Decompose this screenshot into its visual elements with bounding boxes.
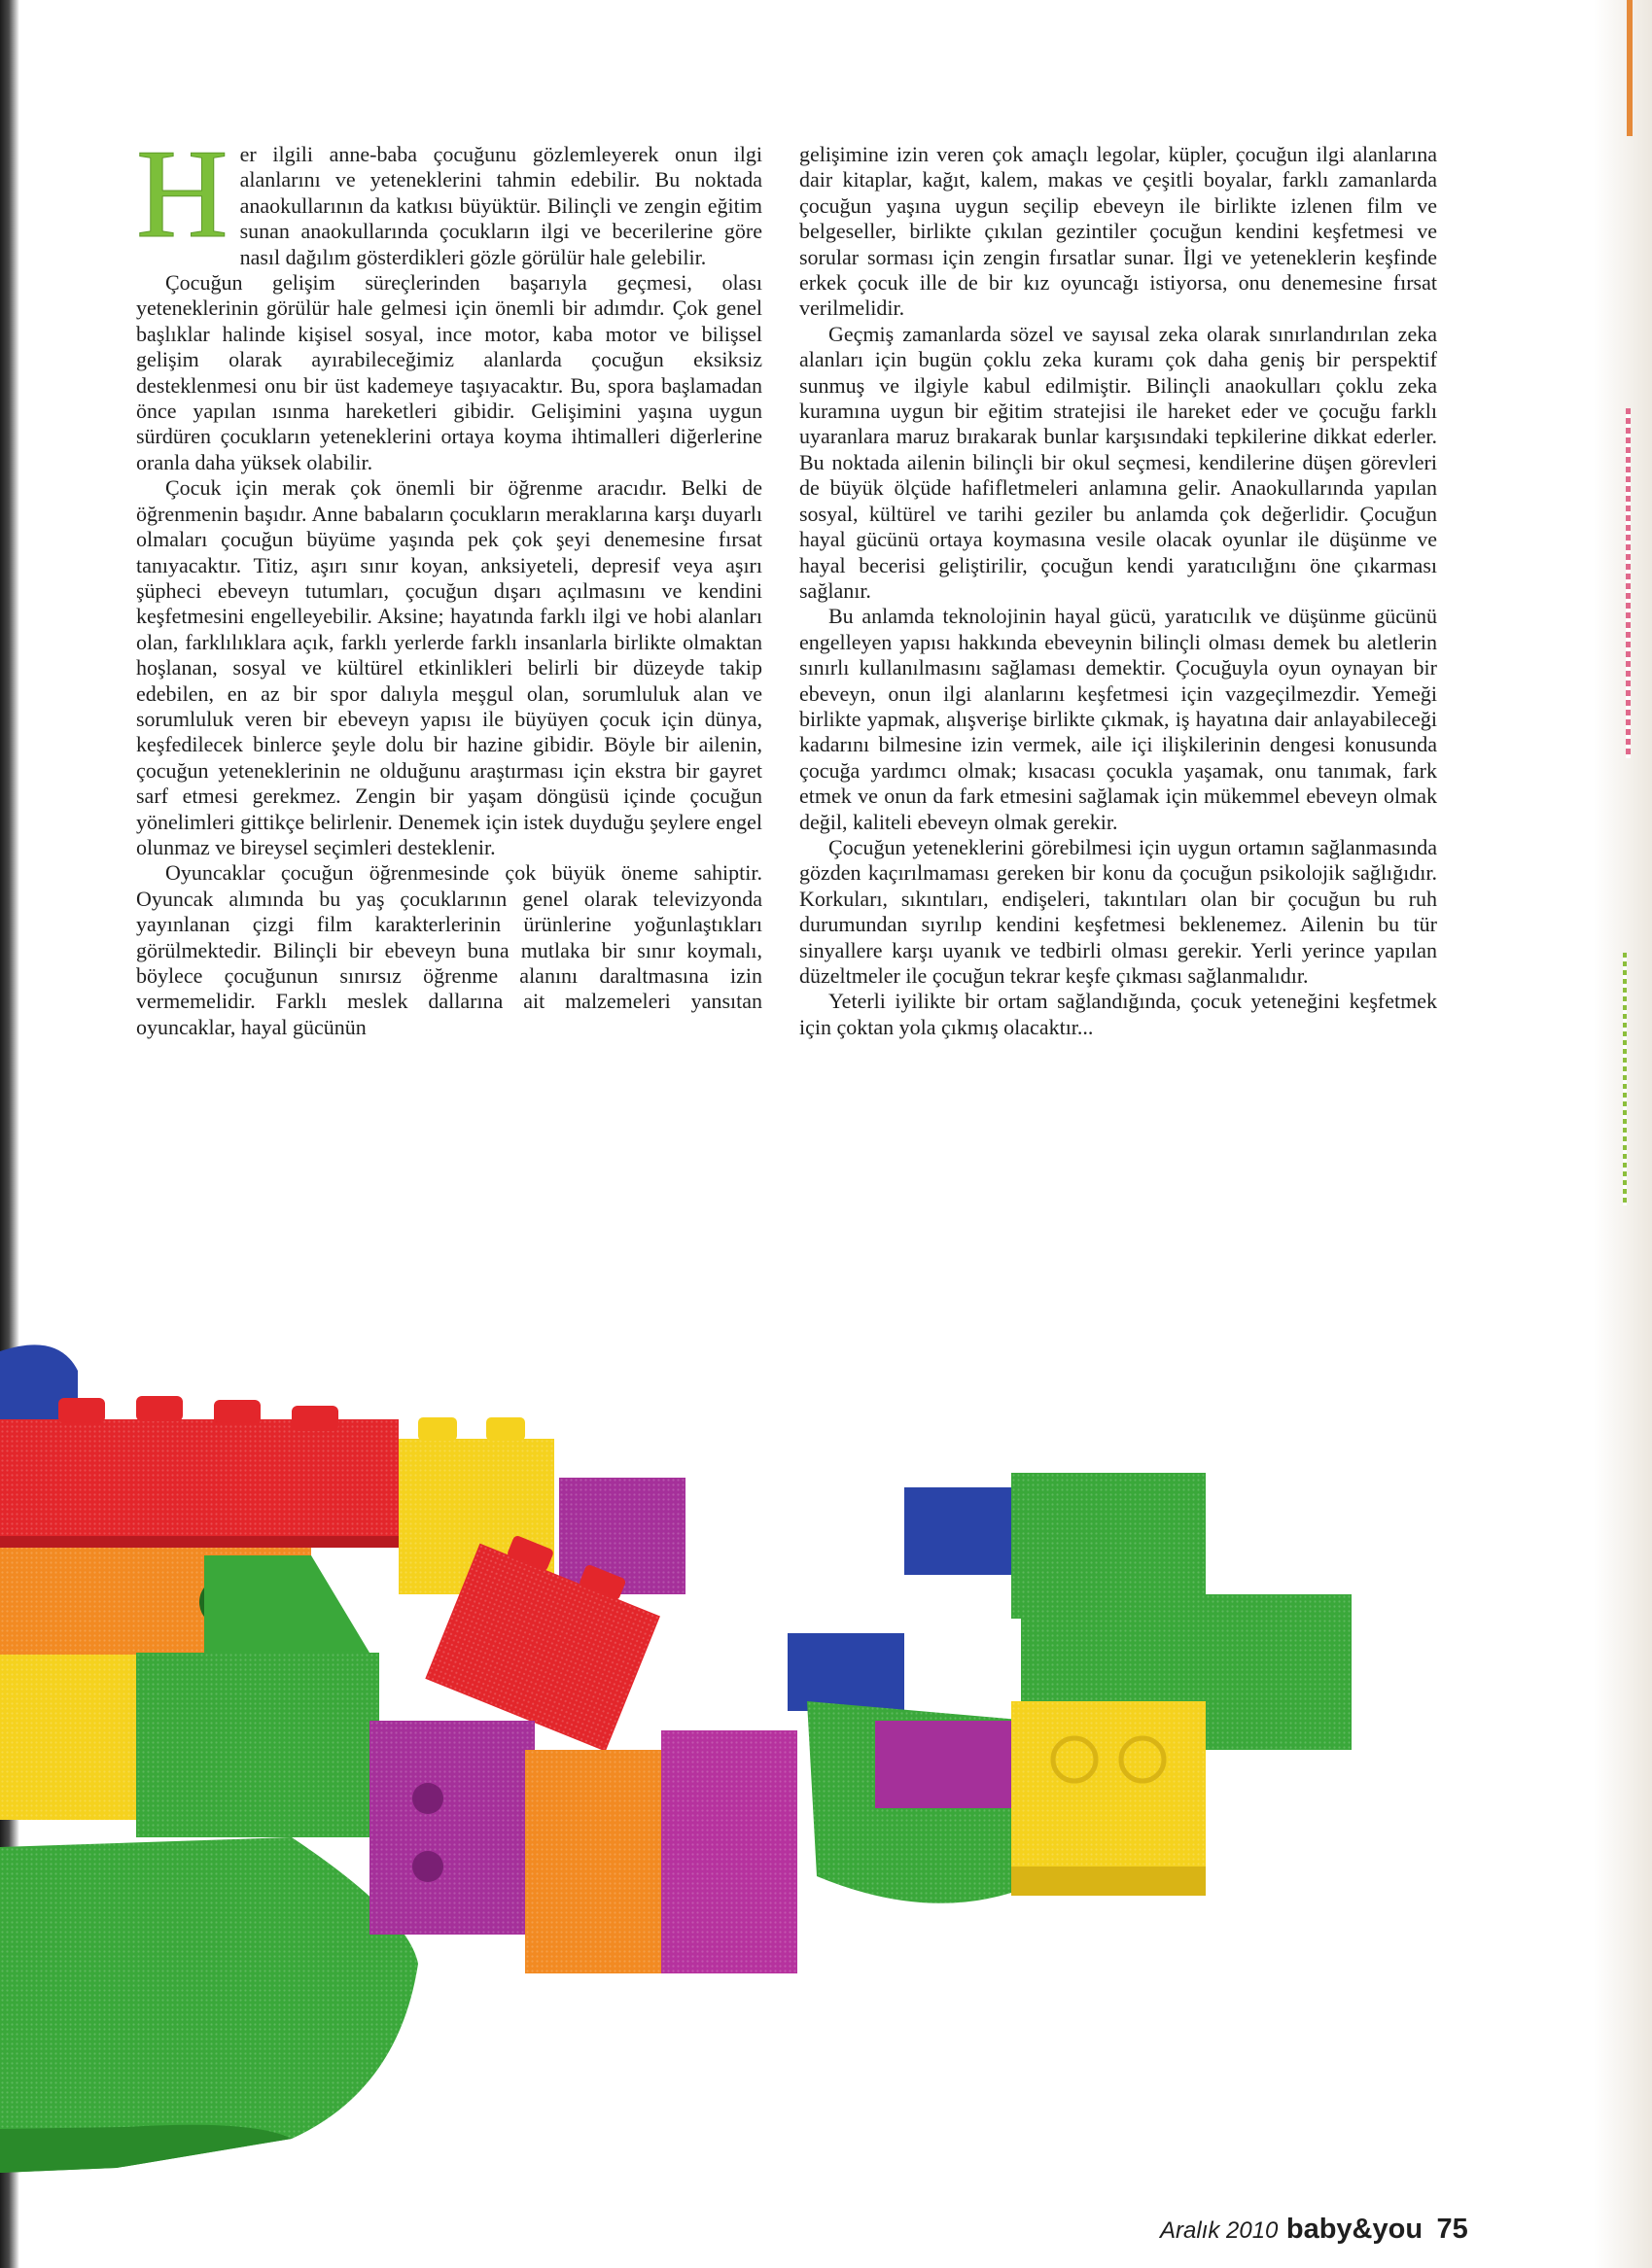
page-number: 75 (1436, 2214, 1468, 2245)
article-right-column (799, 142, 1437, 1040)
article-left-column (136, 123, 762, 1040)
lego-blocks-illustration (0, 1293, 1459, 2226)
purple-small-brick (875, 1721, 1011, 1808)
drop-cap: H (136, 123, 228, 264)
red-brick (0, 1396, 399, 1548)
article-paragraph: Yeterli iyilikte bir ortam sağlandığında, çocuk yeteneğini keşfetmek için çoktan yola çıkmış olacaktır... (799, 989, 1437, 1039)
green-base-plate (0, 1837, 418, 2173)
yellow-right-brick (1011, 1701, 1206, 1896)
orange-magenta-brick (525, 1730, 797, 1973)
article-paragraph: Her ilgili anne-baba çocuğunu gözlemleyerek onun ilgi alanlarını ve yeteneklerini tahmin edebilir. Bu noktada anaokullarının da katkısı büyüktür. Bilinçli ve zengin eğitim sunan anaokullarında çocukların ilgi ve becerilerine göre nasıl dağılım gösterdikleri gözle görülür hale gelebilir. (136, 123, 762, 269)
purple-tall-brick (369, 1721, 535, 1935)
article-paragraph: Oyuncaklar çocuğun öğrenmesinde çok büyük öneme sahiptir. Oyuncak alımında bu yaş çocuklarının genel olarak televizyonda yayınlanan çizgi film karakterlerinin ürünlerine yoğunlaştıkları görülmektedir. Bilinçli bir ebeveyn buna mutlaka bir sınır koymalı, böylece çocuğunun sınırsız öğrenme alanını daraltmasına izin vermemelidir. Farklı meslek dallarına ait malzemeleri yansıtan oyuncaklar, hayal gücünün (136, 860, 762, 1039)
blue-small-brick (788, 1487, 1011, 1711)
edge-color-strip (1627, 0, 1633, 136)
next-page-edge (1594, 0, 1652, 2268)
article-paragraph: Çocuğun yeteneklerini görebilmesi için uygun ortamın sağlanmasında gözden kaçırılmaması gereken bir konu da çocuğun psikolojik sağlığıdır. Korkuları, sıkıntıları, endişeleri, takıntıları olan bir çocuğun bu ruh durumundan sıyrılıp kendini keşfetmesi beklenemez. Ailenin bu tür sinyallere karşı uyanık ve tedbirli olması gerekir. Yerli yerince yapılan düzeltmeler ile çocuğun tekrar keşfe çıkması sağlanmalıdır. (799, 834, 1437, 988)
yellow-brick (0, 1655, 136, 1820)
article-paragraph: Bu anlamda teknolojinin hayal gücü, yaratıcılık ve düşünme gücünü engelleyen yapısı hakkında ebeveynin bilinçli olması demek bu aletlerin sınırlı kullanılmasını sağlaması demektir. Çocuğuyla oyun oynayan bir ebeveyn, onun ilgi alanlarını keşfetmesi için vazgeçilmezdir. Yemeği birlikte yapmak, alışverişe birlikte çıkmak, iş hayatına dair anlayabileceği kadarını bilmesine izin vermek, aile içi ilişkilerinin dengesi konusunda çocuğa yardımcı olmak; kısacası çocukla yaşamak, onu tanımak, fark etmek ve onun da fark etmesini sağlamak için mükemmel ebeveyn olmak değil, kaliteli ebeveyn olmak gerekir. (799, 604, 1437, 834)
article-paragraph: gelişimine izin veren çok amaçlı legolar, küpler, çocuğun ilgi alanlarına dair kitaplar, kağıt, kalem, makas ve çeşitli boyalar, farklı zamanlarda çocuğun yaşına uygun seçilip ebeveyn ile birlikte izlenen film ve belgeseller, birlikte çıkılan gezintiler çocuğun kendini keşfetmesi ve sorular sorması için zengin fırsatlar sunar. İlgi ve yeteneklerin keşfinde erkek çocuk ille de bir kız oyuncağı istiyorsa, onu denemesine fırsat verilmelidir. (799, 142, 1437, 321)
magazine-brand: baby&you (1285, 2214, 1424, 2245)
article-paragraph: Çocuk için merak çok önemli bir öğrenme aracıdır. Belki de öğrenmenin başıdır. Anne babaların çocukların meraklarına karşı duyarlı olmaları çocuğun büyüme yaşında pek çok şeyi denemesine fırsat tanıyacaktır. Titiz, aşırı sınır koyan, anksiyeteli, depresif veya aşırı şüpheci ebeveyn tutumları, çocuğun dışarı açılmasını ve kendini keşfetmesini engelleyebilir. Aksine; hayatında farklı ilgi ve hobi alanları olan, farklılıklara açık, farklı yerlerde farklı insanlarla birlikte olmaktan hoşlanan, sosyal ve kültürel etkinlikleri belirli bir düzeyde takip edebilen, en az bir spor dalıyla meşgul olan, sorumluluk alan ve sorumluluk veren bir ebeveyn yapısı ile büyüyen çocuk için dünya, keşfedilecek binlerce şeyle dolu bir hazine gibidir. Böyle bir ailenin, çocuğun yeteneklerinin ne olduğunu araştırması için ekstra bir gayret sarf etmesi gerekmez. Zengin bir yaşam döngüsü içinde çocuğun yönelimleri gittikçe belirlenir. Denemek için istek duyduğu şeylere engel olunmaz ve bireysel seçimleri desteklenir. (136, 475, 762, 859)
page-footer (1160, 2214, 1468, 2252)
purple-brick (559, 1478, 685, 1594)
article-paragraph: Geçmiş zamanlarda sözel ve sayısal zeka olarak sınırlandırılan zeka alanları için bugün çoklu zeka kuramı çok daha geniş bir perspektif sunmuş ve ilgiyle kabul edilmiştir. Bilinçli anaokulları çoklu zeka kuramına uygun bir eğitim stratejisi ile hareket eder ve çocuğu farklı uyaranlara maruz bırakarak bunlar karşısındaki tepkilerine dikkat ederler. Bu noktada ailenin bilinçli bir okul seçmesi, kendilerine düşen görevleri de büyük ölçüde hafifletmeleri anlamına gelir. Anaokullarında yapılan sosyal, kültürel ve tarihi geziler bu anlamda çok değerlidir. Çocuğun hayal gücünü ortaya koymasına vesile olacak oyunlar ile düşünme ve hayal becerisi geliştirilir, çocuğun kendi yaratıcılığını öne çıkarması sağlanır. (799, 321, 1437, 603)
edge-color-strip (1623, 953, 1627, 1205)
article-paragraph: Çocuğun gelişim süreçlerinden başarıyla geçmesi, olası yeteneklerinin görülür hale gelmesi için önemli bir adımdır. Çok genel başlıklar halinde kişisel sosyal, ince motor, kaba motor ve bilişsel gelişim olarak ayırabileceğimiz alanlarda çocuğun eksiksiz desteklenmesi onu bir üst kademeye taşıyacaktır. Bu, spora başlamadan önce yapılan ısınma hareketleri gibidir. Gelişimini yaşına uygun sürdüren çocukların yeteneklerini ortaya koyma ihtimalleri diğerlerine oranla daha yüksek olabilir. (136, 270, 762, 474)
issue-date: Aralık 2010 (1160, 2217, 1279, 2244)
edge-color-strip (1626, 408, 1631, 758)
